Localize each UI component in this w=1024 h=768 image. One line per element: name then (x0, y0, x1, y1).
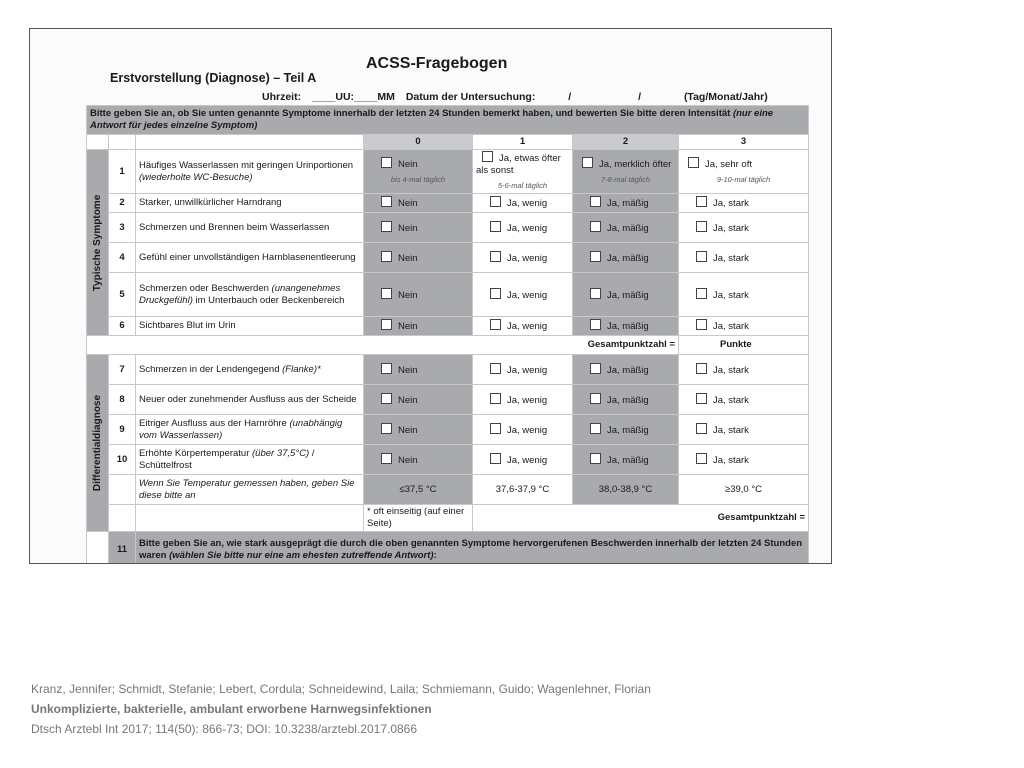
checkbox[interactable] (696, 288, 707, 299)
option-label: Ja, mäßig (607, 289, 649, 301)
option-label: Ja, stark (713, 394, 749, 406)
checkbox[interactable] (490, 453, 501, 464)
checkbox[interactable] (696, 251, 707, 262)
total-label: Gesamtpunktzahl = (87, 336, 679, 355)
option-label: Ja, etwas öfter als sonst (476, 153, 561, 176)
form-subtitle: Erstvorstellung (Diagnose) – Teil A (110, 71, 317, 85)
checkbox[interactable] (381, 453, 392, 464)
section-differential-label: Differentialdiagnose (91, 394, 103, 492)
checkbox[interactable] (590, 423, 601, 434)
total-label: Gesamtpunktzahl = (473, 505, 809, 532)
checkbox[interactable] (381, 423, 392, 434)
checkbox[interactable] (590, 453, 601, 464)
symptom-label: Eitriger Ausfluss aus der Harnröhre (139, 417, 287, 429)
option-label: Ja, mäßig (607, 454, 649, 466)
symptom-text (136, 355, 364, 385)
checkbox[interactable] (590, 393, 601, 404)
option-label: Ja, wenig (507, 424, 548, 436)
citation (31, 679, 651, 739)
frequency-note: bis 4-mal täglich (390, 175, 446, 184)
checkbox[interactable] (590, 319, 601, 330)
option-cell (573, 150, 679, 194)
scale-2: 2 (573, 135, 679, 150)
row-number: 1 (109, 150, 136, 194)
question-italic: (wählen Sie bitte nur eine am ehesten zutreffende Antwort) (169, 549, 434, 561)
option-label: Ja, mäßig (607, 321, 649, 332)
temperature-option[interactable]: ≤37,5 °C (364, 475, 473, 505)
row-number: 8 (109, 385, 136, 415)
option-label: Ja, wenig (507, 454, 548, 466)
option-label: Nein (398, 252, 418, 264)
table-row (87, 150, 809, 194)
checkbox[interactable] (381, 251, 392, 262)
symptom-italic: (über 37,5°C) (252, 447, 310, 459)
option-label: Ja, wenig (507, 394, 548, 406)
option-cell (364, 150, 473, 194)
option-label: Ja, wenig (507, 252, 548, 264)
option-label: Ja, wenig (507, 321, 548, 332)
checkbox[interactable] (490, 251, 501, 262)
option-label: Ja, stark (713, 222, 749, 234)
checkbox[interactable] (381, 221, 392, 232)
time-fields: ____UU:____MM (312, 91, 395, 103)
option-label: Ja, mäßig (607, 394, 649, 406)
symptom-text (136, 415, 364, 445)
instruction-text: Bitte geben Sie an, ob Sie unten genannte Symptome innerhalb der letzten 24 Stunden bemerkt haben, und bewerten Sie bitte deren Intensität (90, 108, 731, 119)
option-label: Ja, mäßig (607, 424, 649, 436)
frequency-note: 9-10-mal täglich (716, 175, 771, 184)
option-label: Ja, wenig (507, 222, 548, 234)
checkbox[interactable] (490, 393, 501, 404)
symptom-text (136, 273, 364, 317)
checkbox[interactable] (490, 288, 501, 299)
citation-authors: Kranz, Jennifer; Schmidt, Stefanie; Lebert, Cordula; Schneidewind, Laila; Schmiemann, Guido; Wagenlehner, Florian (31, 682, 651, 696)
table-row (87, 385, 809, 415)
frequency-note: 7-8-mal täglich (600, 175, 651, 184)
row-number: 5 (109, 273, 136, 317)
row-number: 7 (109, 355, 136, 385)
symptom-italic: (wiederholte WC-Besuche) (139, 171, 253, 183)
checkbox[interactable] (490, 221, 501, 232)
section-typical (87, 150, 109, 336)
symptom-label: Erhöhte Körpertemperatur (139, 447, 250, 459)
section-differential (87, 355, 109, 532)
checkbox[interactable] (381, 196, 392, 207)
row-number: 11 (109, 532, 136, 565)
scale-header-row (87, 135, 809, 150)
option-label: Ja, stark (713, 252, 749, 264)
symptom-text: Schmerzen und Brennen beim Wasserlassen (136, 213, 364, 243)
temperature-row (87, 475, 809, 505)
table-row (87, 317, 809, 336)
option-label: Ja, sehr oft (705, 159, 752, 170)
scale-1: 1 (473, 135, 573, 150)
symptom-text: Starker, unwillkürlicher Harndrang (136, 194, 364, 213)
option-label: Ja, mäßig (607, 198, 649, 209)
section-typical-label: Typische Symptome (91, 194, 103, 291)
form-title: ACSS-Fragebogen (366, 55, 508, 72)
option-label: Ja, merklich öfter (599, 159, 672, 170)
citation-title: Unkomplizierte, bakterielle, ambulant erworbene Harnwegsinfektionen (31, 702, 432, 716)
scale-3: 3 (679, 135, 809, 150)
table-row (87, 532, 809, 565)
date-slashes: / / (568, 91, 674, 103)
option-label: Ja, wenig (507, 364, 548, 376)
row-number: 3 (109, 213, 136, 243)
checkbox[interactable] (688, 157, 699, 168)
option-label: Ja, mäßig (607, 222, 649, 234)
symptom-table (86, 105, 809, 564)
checkbox[interactable] (696, 319, 707, 330)
checkbox[interactable] (582, 157, 593, 168)
temperature-text: Wenn Sie Temperatur gemessen haben, geben Sie diese bitte an (136, 475, 364, 505)
date-format: (Tag/Monat/Jahr) (683, 91, 768, 103)
checkbox[interactable] (381, 393, 392, 404)
symptom-text: Sichtbares Blut im Urin (136, 317, 364, 336)
option-label: Nein (398, 198, 418, 209)
temperature-option[interactable]: 38,0-38,9 °C (573, 475, 679, 505)
points-label: Punkte (720, 339, 752, 350)
option-label: Nein (398, 222, 418, 234)
question-11 (136, 532, 809, 565)
option-label: Ja, stark (713, 424, 749, 436)
table-row (87, 355, 809, 385)
temperature-option[interactable]: ≥39,0 °C (679, 475, 809, 505)
total-row (87, 336, 809, 355)
checkbox[interactable] (490, 363, 501, 374)
row-number: 9 (109, 415, 136, 445)
option-label: Ja, mäßig (607, 364, 649, 376)
checkbox[interactable] (590, 196, 601, 207)
option-label: Nein (398, 321, 418, 332)
option-label: Ja, stark (713, 321, 749, 332)
symptom-label-2: / Schüttelfrost (139, 447, 315, 471)
points-cell[interactable] (679, 336, 809, 355)
checkbox[interactable] (696, 196, 707, 207)
temperature-option[interactable]: 37,6-37,9 °C (473, 475, 573, 505)
option-label: Nein (398, 394, 418, 406)
table-row (87, 415, 809, 445)
checkbox[interactable] (381, 288, 392, 299)
symptom-italic: (unangenehmes Druckgefühl) (139, 282, 341, 306)
time-label: Uhrzeit: (262, 91, 302, 103)
symptom-label: Schmerzen oder Beschwerden (139, 282, 269, 294)
option-label: Ja, wenig (507, 198, 548, 209)
instruction-italic: (nur eine Antwort für jedes einzelne Symptom) (90, 108, 774, 131)
option-label: Ja, stark (713, 364, 749, 376)
row-number: 6 (109, 317, 136, 336)
instruction-row (87, 106, 809, 135)
checkbox[interactable] (696, 423, 707, 434)
symptom-italic: (Flanke)* (282, 363, 321, 375)
checkbox[interactable] (696, 221, 707, 232)
document-scan (29, 28, 832, 564)
date-label: Datum der Untersuchung: (405, 91, 536, 103)
option-label: Nein (398, 364, 418, 376)
option-label: Nein (398, 159, 418, 170)
option-cell (679, 150, 809, 194)
checkbox[interactable] (590, 221, 601, 232)
row-number: 2 (109, 194, 136, 213)
checkbox[interactable] (490, 423, 501, 434)
checkbox[interactable] (482, 151, 493, 162)
checkbox[interactable] (696, 453, 707, 464)
option-label: Nein (398, 289, 418, 301)
symptom-text: Neuer oder zunehmender Ausfluss aus der Scheide (136, 385, 364, 415)
checkbox[interactable] (696, 363, 707, 374)
option-label: Ja, stark (713, 454, 749, 466)
citation-source: Dtsch Arztebl Int 2017; 114(50): 866-73; DOI: 10.3238/arztebl.2017.0866 (31, 722, 418, 736)
footnote: * oft einseitig (auf einer Seite) (364, 505, 473, 532)
symptom-label-2: im Unterbauch oder Beckenbereich (195, 294, 345, 306)
scale-0: 0 (364, 135, 473, 150)
row-number: 4 (109, 243, 136, 273)
total-row (87, 505, 809, 532)
symptom-label: Häufiges Wasserlassen mit geringen Urinportionen (139, 159, 354, 171)
symptom-text: Gefühl einer unvollständigen Harnblasenentleerung (136, 243, 364, 273)
checkbox[interactable] (381, 157, 392, 168)
option-label: Nein (398, 454, 418, 466)
table-row (87, 194, 809, 213)
table-row (87, 213, 809, 243)
checkbox[interactable] (381, 319, 392, 330)
checkbox[interactable] (696, 393, 707, 404)
option-label: Nein (398, 424, 418, 436)
question-text: Bitte geben Sie an, wie stark ausgeprägt die durch die oben genannten Symptome hervorgerufenen Beschwerden innerhalb der letzten 24 Stunden waren (139, 537, 803, 561)
row-number: 10 (109, 445, 136, 475)
checkbox[interactable] (590, 363, 601, 374)
option-label: Ja, wenig (507, 289, 548, 301)
header-fields (262, 91, 776, 103)
option-label: Ja, mäßig (607, 252, 649, 264)
checkbox[interactable] (490, 319, 501, 330)
checkbox[interactable] (490, 196, 501, 207)
table-row (87, 243, 809, 273)
table-row (87, 445, 809, 475)
option-label: Ja, stark (713, 289, 749, 301)
option-label: Ja, stark (713, 198, 749, 209)
symptom-text (136, 150, 364, 194)
option-cell (473, 150, 573, 194)
table-row (87, 273, 809, 317)
symptom-text (136, 445, 364, 475)
symptom-italic: (unabhängig vom Wasserlassen) (139, 417, 343, 441)
symptom-label: Schmerzen in der Lendengegend (139, 363, 280, 375)
checkbox[interactable] (590, 251, 601, 262)
checkbox[interactable] (590, 288, 601, 299)
checkbox[interactable] (381, 363, 392, 374)
question-colon: : (433, 549, 437, 561)
frequency-note: 5-6-mal täglich (497, 181, 548, 190)
